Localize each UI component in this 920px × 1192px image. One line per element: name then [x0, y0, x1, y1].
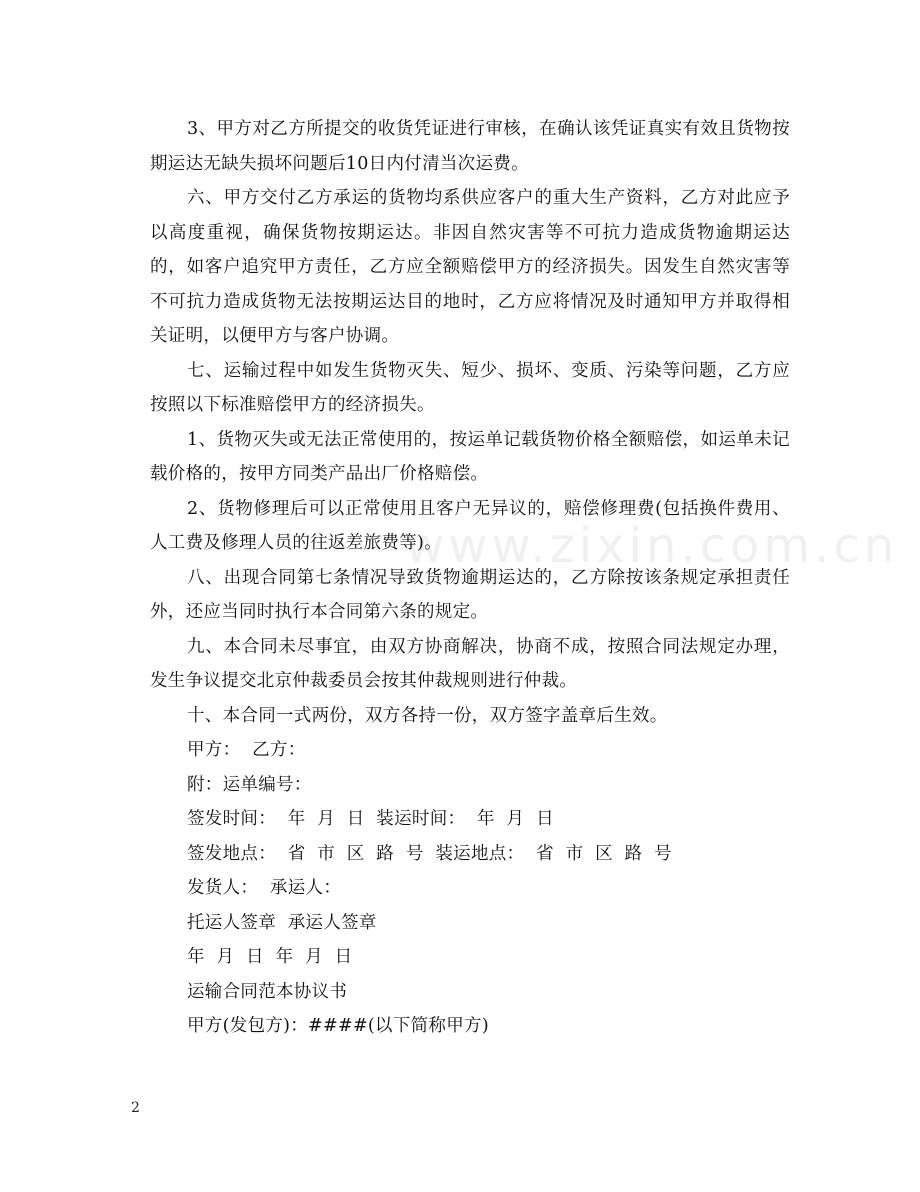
clause-8-overdue: 八、出现合同第七条情况导致货物逾期运达的，乙方除按该条规定承担责任外，还应当同时执行本合同第六条的规定。	[150, 567, 790, 622]
date-line: 年 月 日 年 月 日	[187, 947, 353, 967]
watermark: www.zixin.com.cn	[405, 518, 899, 574]
clause-3-payment-review: 3、甲方对乙方所提交的收货凭证进行审核，在确认该凭证真实有效且货物按期运达无缺失损坏问题后10日内付清当次运费。	[150, 119, 790, 174]
clause-7-item-2: 2、货物修理后可以正常使用且客户无异议的，赔偿修理费(包括换件费用、人工费及修理人员的往返差旅费等)。	[150, 498, 790, 553]
clause-7-item-1: 1、货物灭失或无法正常使用的，按运单记载货物价格全额赔偿，如运单未记载价格的，按甲方同类产品出厂价格赔偿。	[150, 429, 790, 484]
clause-9-disputes: 九、本合同未尽事宜，由双方协商解决，协商不成，按照合同法规定办理，发生争议提交北京仲裁委员会按其仲裁规则进行仲裁。	[150, 636, 790, 691]
sample-agreement-title: 运输合同范本协议书	[187, 981, 348, 1002]
clause-6-delivery-importance: 六、甲方交付乙方承运的货物均系供应客户的重大生产资料，乙方对此应予以高度重视，确保货物按期运达。非因自然灾害等不可抗力造成货物逾期运达的，如客户追究甲方责任，乙方应全额赔偿甲方的经济损失。因发生自然灾害等不可抗力造成货物无法按期运达目的地时，乙方应将情况及时通知甲方并取得相关证明，以便甲方与客户协调。	[150, 188, 790, 346]
shipper-carrier-line: 发货人： 承运人：	[187, 878, 342, 898]
signature-line: 托运人签章 承运人签章	[187, 912, 377, 933]
party-a-line: 甲方(发包方)：####(以下简称甲方)	[187, 1016, 489, 1036]
clause-7-transport-loss: 七、运输过程中如发生货物灭失、短少、损坏、变质、污染等问题，乙方应按照以下标准赔偿甲方的经济损失。	[150, 360, 790, 415]
party-line: 甲方： 乙方：	[187, 740, 306, 760]
document-body	[150, 112, 790, 1044]
issue-place-line: 签发地点： 省 市 区 路 号 装运地点： 省 市 区 路 号	[187, 843, 672, 864]
page-number: 2	[131, 1100, 140, 1116]
clause-10-copies: 十、本合同一式两份，双方各持一份，双方签字盖章后生效。	[187, 705, 668, 726]
issue-time-line: 签发时间： 年 月 日 装运时间： 年 月 日	[187, 809, 554, 829]
waybill-number-line: 附：运单编号：	[187, 774, 312, 795]
